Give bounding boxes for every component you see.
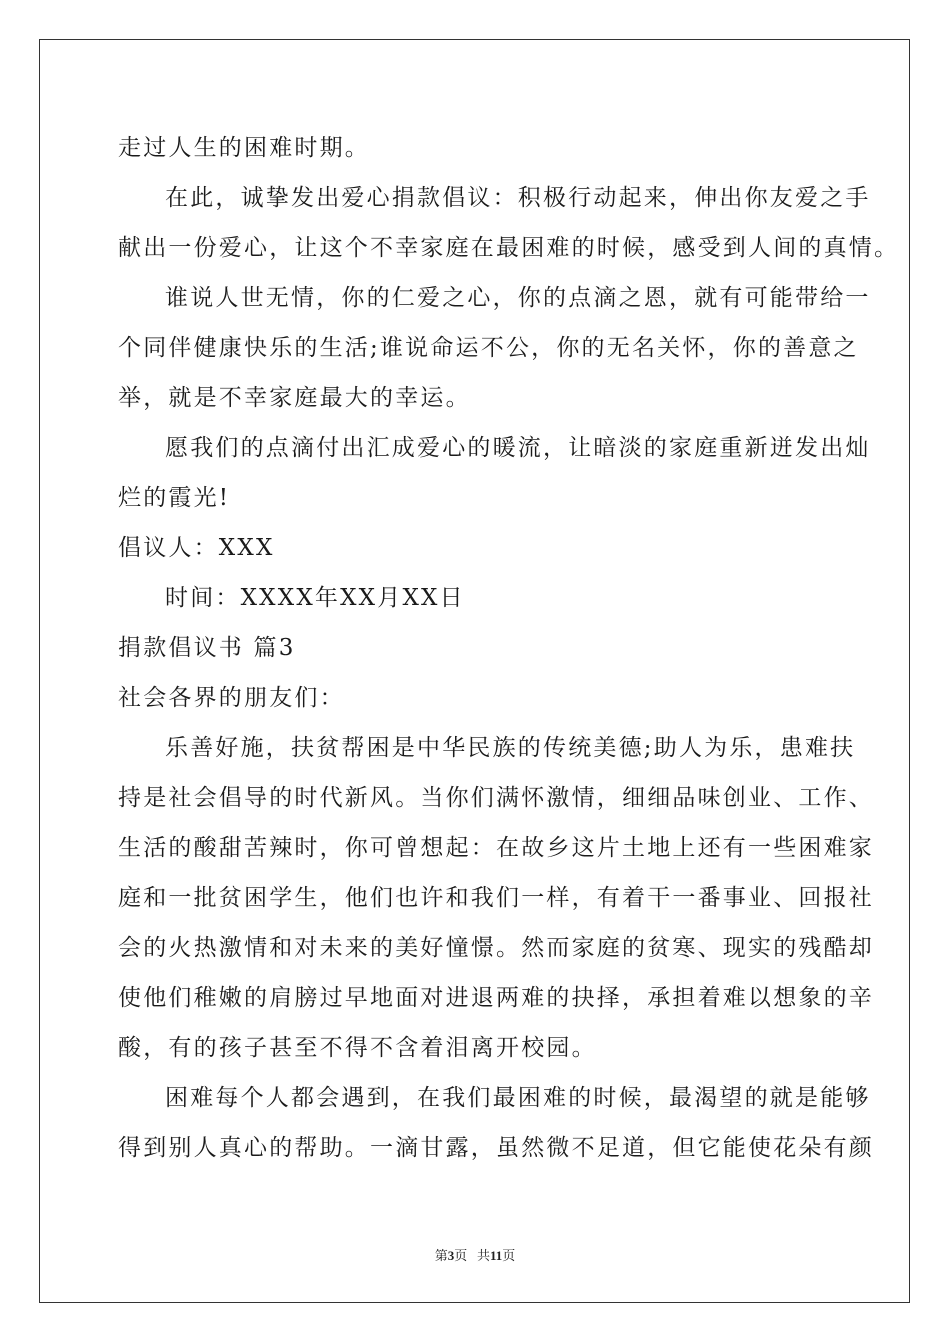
- text-line: 个同伴健康快乐的生活;谁说命运不公，你的无名关怀，你的善意之: [118, 335, 859, 361]
- text-line: 酸，有的孩子甚至不得不含着泪离开校园。: [118, 1035, 597, 1061]
- text-line: 谁说人世无情，你的仁爱之心，你的点滴之恩，就有可能带给一: [165, 285, 871, 311]
- page-prefix: 第: [434, 1248, 448, 1263]
- page-current: 3: [447, 1248, 455, 1263]
- text-line: 使他们稚嫩的肩膀过早地面对进退两难的抉择，承担着难以想象的辛: [118, 985, 874, 1011]
- page-footer: [0, 1247, 950, 1265]
- text-line: 持是社会倡导的时代新风。当你们满怀激情，细细品味创业、工作、: [118, 785, 874, 811]
- text-line: 在此，诚挚发出爱心捐款倡议：积极行动起来，伸出你友爱之手: [165, 185, 871, 211]
- text-line: 乐善好施，扶贫帮困是中华民族的传统美德;助人为乐，患难扶: [165, 735, 856, 761]
- text-line: 烂的霞光!: [118, 485, 231, 511]
- signature-line: 倡议人：XXX: [118, 535, 275, 561]
- section-heading: 捐款倡议书 篇3: [118, 635, 296, 661]
- text-line: 走过人生的困难时期。: [118, 135, 370, 161]
- text-line: 举，就是不幸家庭最大的幸运。: [118, 385, 471, 411]
- text-line: 困难每个人都会遇到，在我们最困难的时候，最渴望的就是能够: [165, 1085, 871, 1111]
- salutation: 社会各界的朋友们：: [118, 685, 345, 711]
- total-prefix: 共: [476, 1248, 490, 1263]
- page-total: 11: [489, 1248, 503, 1263]
- page-suffix: 页: [454, 1248, 468, 1263]
- text-line: 得到别人真心的帮助。一滴甘露，虽然微不足道，但它能使花朵有颜: [118, 1135, 874, 1161]
- text-line: 生活的酸甜苦辣时，你可曾想起：在故乡这片土地上还有一些困难家: [118, 835, 874, 861]
- text-line: 献出一份爱心，让这个不幸家庭在最困难的时候，感受到人间的真情。: [118, 235, 900, 261]
- page-frame: [39, 39, 910, 1303]
- text-line: 愿我们的点滴付出汇成爱心的暖流，让暗淡的家庭重新迸发出灿: [165, 435, 871, 461]
- text-line: 会的火热激情和对未来的美好憧憬。然而家庭的贫寒、现实的残酷却: [118, 935, 874, 961]
- date-line: 时间：XXXX年XX月XX日: [165, 585, 465, 611]
- text-line: 庭和一批贫困学生，他们也许和我们一样，有着干一番事业、回报社: [118, 885, 874, 911]
- total-suffix: 页: [502, 1248, 516, 1263]
